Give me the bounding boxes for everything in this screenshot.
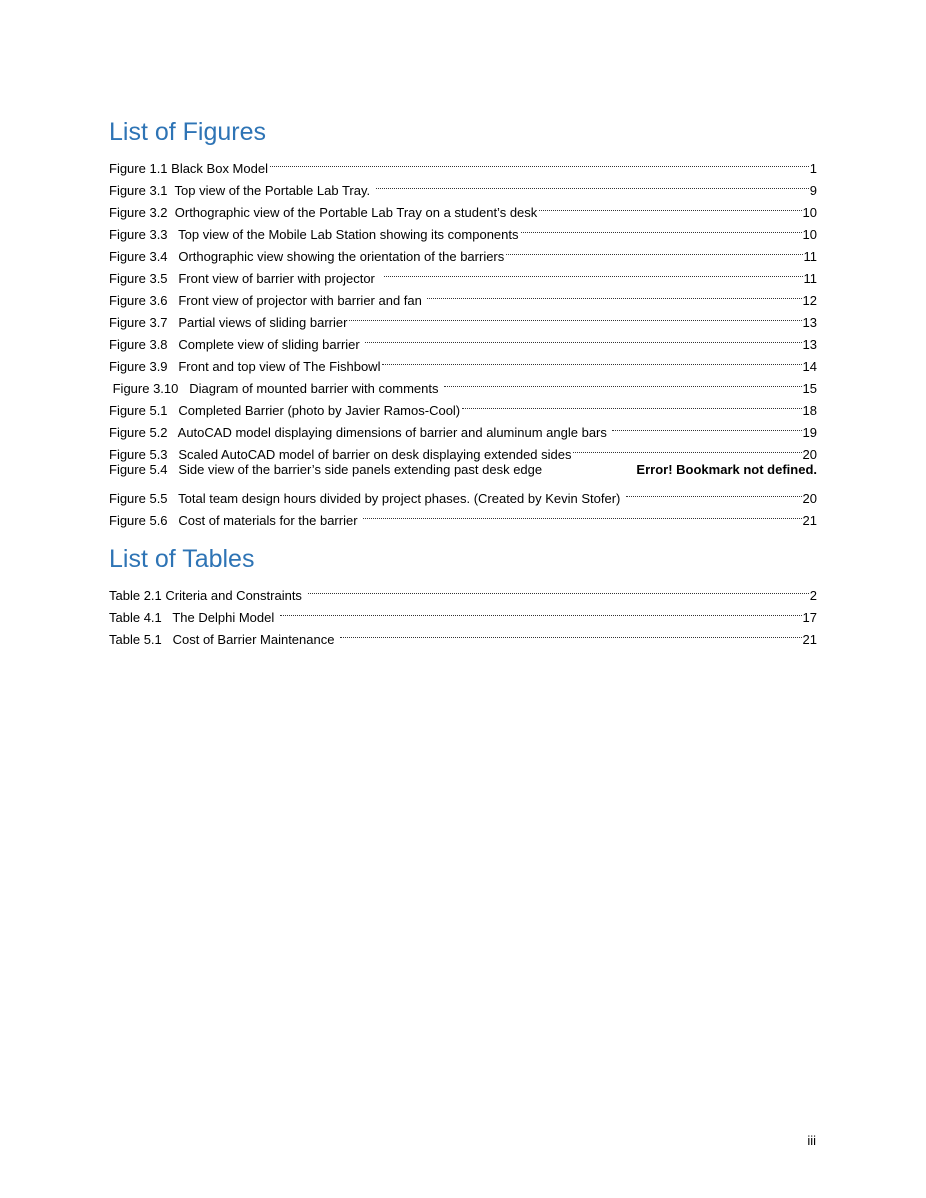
toc-entry-title: Figure 3.5 Front view of barrier with projector: [109, 271, 383, 286]
toc-entry-title: Figure 3.2 Orthographic view of the Portable Lab Tray on a student’s desk: [109, 205, 538, 220]
dot-leader: [427, 283, 801, 305]
toc-entry-page: 21: [802, 632, 817, 647]
toc-entry-title: Figure 5.4 Side view of the barrier’s side panels extending past desk edge: [109, 462, 546, 477]
dot-leader: [384, 261, 802, 283]
toc-entry-page: 9: [809, 183, 817, 198]
page-number: iii: [807, 1133, 816, 1148]
toc-entry-title: Figure 3.10 Diagram of mounted barrier with comments: [109, 381, 443, 396]
toc-entry-page: 13: [802, 337, 817, 352]
toc-entry-title: Figure 3.1 Top view of the Portable Lab Tray.: [109, 183, 374, 198]
toc-entry-page: 20: [802, 447, 817, 462]
toc-entry-page: 10: [802, 205, 817, 220]
toc-entry-title: Table 5.1 Cost of Barrier Maintenance: [109, 632, 339, 647]
toc-entry-title: Figure 3.6 Front view of projector with barrier and fan: [109, 293, 426, 308]
toc-entry-title: Table 2.1 Criteria and Constraints: [109, 588, 306, 603]
toc-entry-title: Figure 1.1 Black Box Model: [109, 161, 268, 176]
dot-leader: [382, 349, 801, 371]
dot-leader: [365, 327, 801, 349]
dot-leader: [270, 151, 809, 173]
dot-leader: [539, 195, 801, 217]
toc-entry-title: Figure 5.3 Scaled AutoCAD model of barrier on desk displaying extended sides: [109, 447, 572, 462]
dot-leader: [462, 393, 801, 415]
toc-entry-title: Table 4.1 The Delphi Model: [109, 610, 278, 625]
toc-entry-page: 15: [802, 381, 817, 396]
toc-entry-page: 2: [809, 588, 817, 603]
dot-leader: [376, 173, 809, 195]
dot-leader: [521, 217, 802, 239]
toc-entry[interactable]: [109, 459, 817, 481]
toc-entry-page: 19: [802, 425, 817, 440]
dot-leader: [349, 305, 801, 327]
dot-leader: [626, 481, 802, 503]
toc-entry-page: 14: [802, 359, 817, 374]
toc-entry-page: 10: [802, 227, 817, 242]
toc-entry-title: Figure 3.8 Complete view of sliding barrier: [109, 337, 364, 352]
dot-leader: [444, 371, 801, 393]
dot-leader: [363, 503, 801, 525]
toc-entry-page: 13: [802, 315, 817, 330]
tables-toc-list: [109, 578, 817, 647]
bookmark-error-text: Error! Bookmark not defined.: [636, 462, 817, 477]
toc-entry-page: 12: [802, 293, 817, 308]
figures-toc-list: [109, 151, 817, 528]
list-of-figures-heading: List of Figures: [109, 118, 267, 146]
toc-entry[interactable]: [109, 481, 817, 506]
toc-entry-page: 21: [802, 513, 817, 528]
toc-entry-page: 11: [803, 249, 817, 264]
toc-entry-title: Figure 3.9 Front and top view of The Fishbowl: [109, 359, 381, 374]
toc-entry-title: Figure 5.6 Cost of materials for the barrier: [109, 513, 362, 528]
dot-leader: [308, 578, 809, 600]
toc-entry-title: Figure 5.1 Completed Barrier (photo by Javier Ramos-Cool): [109, 403, 461, 418]
toc-entry-title: Figure 5.2 AutoCAD model displaying dimensions of barrier and aluminum angle bars: [109, 425, 611, 440]
toc-entry-page: 20: [802, 491, 817, 506]
toc-entry[interactable]: [109, 578, 817, 603]
toc-entry-title: Figure 3.3 Top view of the Mobile Lab Station showing its components: [109, 227, 519, 242]
dot-leader: [506, 239, 802, 261]
dot-leader: [612, 415, 801, 437]
toc-entry[interactable]: [109, 151, 817, 176]
dot-leader: [573, 437, 801, 459]
toc-entry-title: Figure 3.7 Partial views of sliding barrier: [109, 315, 348, 330]
toc-entry-page: 1: [809, 161, 817, 176]
toc-entry-page: 17: [802, 610, 817, 625]
toc-entry-page: 11: [803, 271, 817, 286]
dot-leader: [340, 622, 801, 644]
list-of-tables-heading: List of Tables: [109, 545, 255, 573]
toc-entry-page: 18: [802, 403, 817, 418]
toc-entry-title: Figure 5.5 Total team design hours divided by project phases. (Created by Kevin Stofer): [109, 491, 624, 506]
dot-leader: [280, 600, 802, 622]
toc-entry-title: Figure 3.4 Orthographic view showing the orientation of the barriers: [109, 249, 505, 264]
